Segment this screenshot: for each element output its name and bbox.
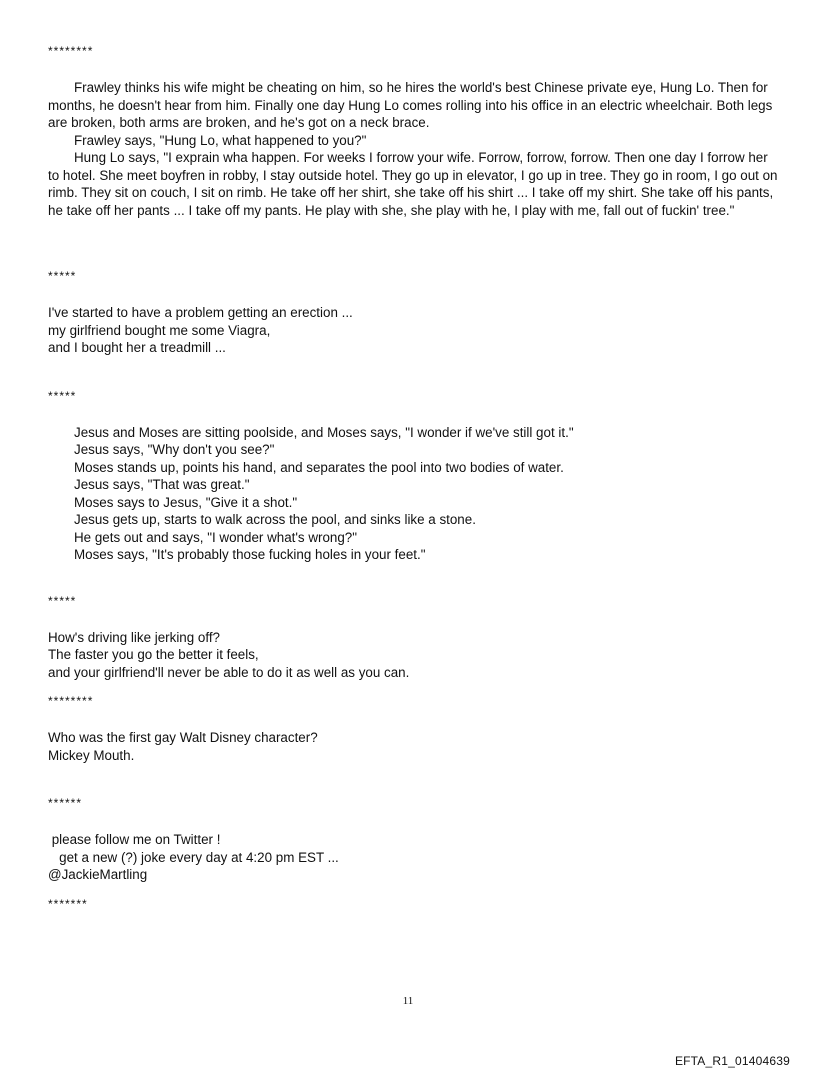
joke-line: and I bought her a treadmill ... — [48, 340, 226, 355]
document-id: EFTA_R1_01404639 — [674, 1054, 790, 1068]
document-page — [48, 44, 778, 911]
joke-line: my girlfriend bought me some Viagra, — [48, 322, 271, 338]
joke-line: He gets out and says, "I wonder what's wrong?" — [74, 529, 358, 545]
joke-line: Jesus gets up, starts to walk across the pool, and sinks like a stone. — [74, 512, 476, 527]
joke-line: Moses says to Jesus, "Give it a shot." — [74, 494, 298, 510]
joke-line: I've started to have a problem getting an erection ... — [48, 305, 353, 320]
page-number: 11 — [402, 995, 414, 1007]
section-separator: ***** — [48, 593, 77, 608]
section-separator: ******* — [48, 896, 88, 911]
joke-line: and your girlfriend'll never be able to do it as well as you can. — [48, 664, 410, 680]
joke-line: Mickey Mouth. — [48, 747, 135, 763]
section-separator: ***** — [48, 269, 77, 283]
joke-paragraph: Frawley says, "Hung Lo, what happened to you?" — [74, 132, 367, 148]
section-separator: ***** — [48, 388, 77, 403]
joke-line: Jesus and Moses are sitting poolside, and Moses says, "I wonder if we've still got it." — [74, 424, 574, 440]
section-separator: ******** — [48, 44, 94, 58]
joke-line: Moses says, "It's probably those fucking holes in your feet." — [74, 547, 426, 562]
joke-line: Jesus says, "That was great." — [74, 477, 250, 492]
twitter-handle: @JackieMartling — [48, 867, 148, 882]
joke-line: Moses stands up, points his hand, and separates the pool into two bodies of water. — [74, 459, 564, 475]
joke-line: The faster you go the better it feels, — [48, 647, 259, 662]
twitter-line: please follow me on Twitter ! — [48, 832, 221, 847]
joke-block — [48, 424, 778, 564]
twitter-line: get a new (?) joke every day at 4:20 pm EST ... — [48, 849, 339, 865]
joke-line: Who was the first gay Walt Disney character? — [48, 730, 318, 745]
joke-line: Jesus says, "Why don't you see?" — [74, 442, 275, 457]
section-separator: ******** — [48, 694, 94, 708]
joke-paragraph: Hung Lo says, "I exprain wha happen. For weeks I forrow your wife. Forrow, forrow, forrow. Then one day I forrow her to hotel. She meet boyfren in robby, I stay outside hotel. They go up in elevator, I go up in tree. They go in room, I go out on rimb. They sit on couch, I sit on rimb. He take off her shirt, she take off his shirt ... I take off my shirt. She take off his pants, he take off her pants ... I take off my pants. He play with she, she play with he, I play with me, fall out of fuckin' tree." — [48, 150, 778, 218]
joke-line: How's driving like jerking off? — [48, 629, 220, 645]
section-separator: ****** — [48, 796, 83, 810]
joke-paragraph: Frawley thinks his wife might be cheating on him, so he hires the world's best Chinese private eye, Hung Lo. Then for months, he doesn't hear from him. Finally one day Hung Lo comes rolling into his office in an electric wheelchair. Both legs are broken, both arms are broken, and he's got on a neck brace. — [48, 80, 773, 130]
